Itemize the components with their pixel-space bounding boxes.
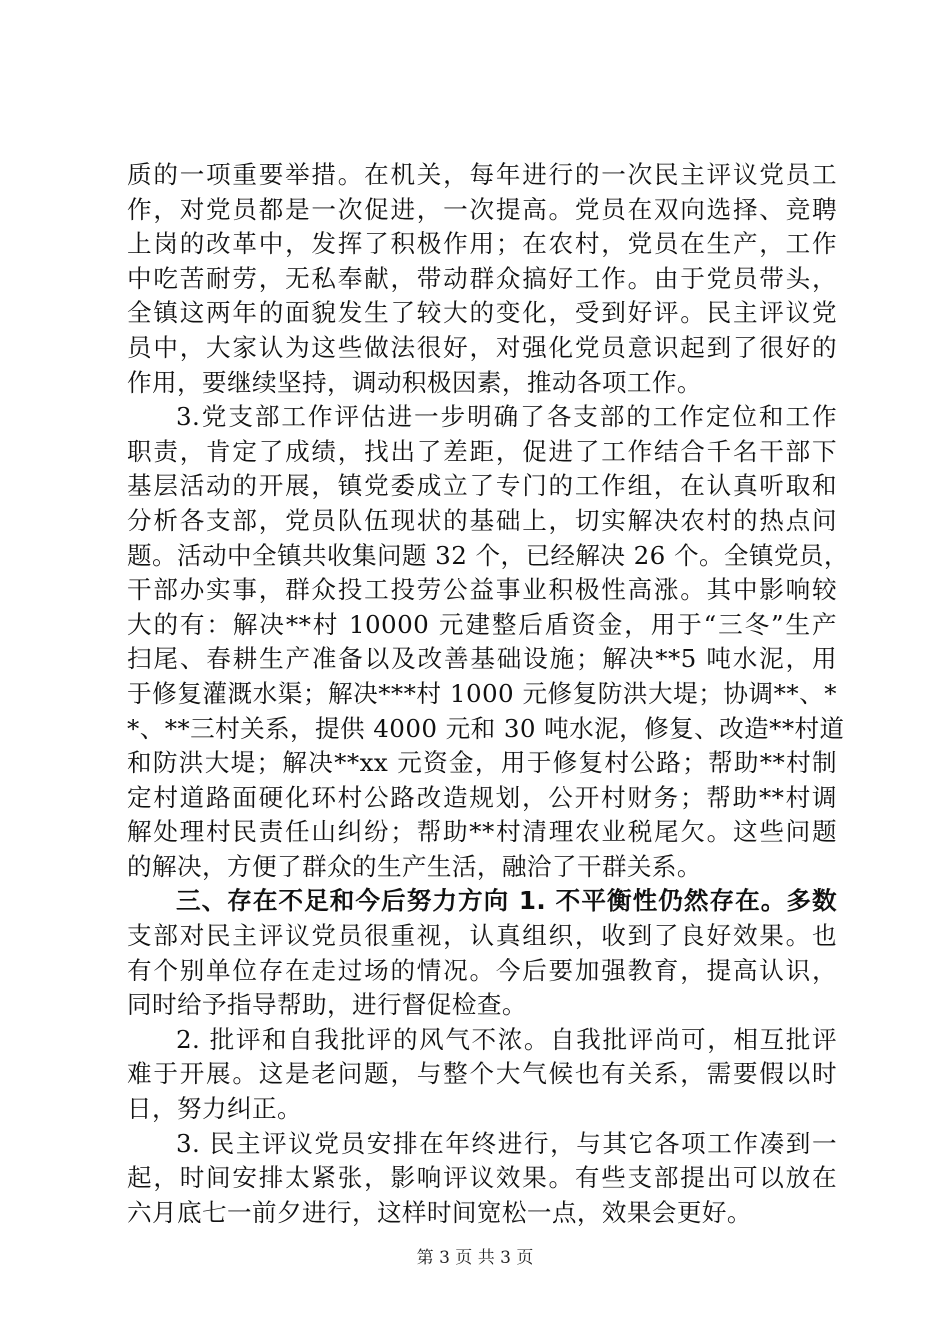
page-number-footer: 第 3 页 共 3 页	[416, 1248, 534, 1268]
text-line: 解处理村民责任山纠纷；帮助**村清理农业税尾欠。这些问题	[127, 817, 837, 847]
text-line: 日，努力纠正。	[127, 1094, 302, 1124]
text-line: 大的有：解决**村 10000 元建整后盾资金，用于“三冬”生产	[127, 609, 837, 639]
text-line: 3. 民主评议党员安排在年终进行，与其它各项工作凑到一	[176, 1128, 837, 1158]
text-line: 题。活动中全镇共收集问题 32 个，已经解决 26 个。全镇党员，	[127, 540, 849, 570]
text-line: 上岗的改革中，发挥了积极作用；在农村，党员在生产，工作	[127, 229, 837, 259]
text-line: 扫尾、春耕生产准备以及改善基础设施；解决**5 吨水泥，用	[127, 644, 837, 674]
text-line: 难于开展。这是老问题，与整个大气候也有关系，需要假以时	[127, 1059, 837, 1089]
text-line: 干部办实事，群众投工投劳公益事业积极性高涨。其中影响较	[127, 575, 837, 605]
text-line: 分析各支部，党员队伍现状的基础上，切实解决农村的热点问	[127, 505, 837, 535]
text-line: 起，时间安排太紧张，影响评议效果。有些支部提出可以放在	[127, 1163, 837, 1193]
text-line: 定村道路面硬化环村公路改造规划，公开村财务；帮助**村调	[127, 782, 837, 812]
text-line: 有个别单位存在走过场的情况。今后要加强教育，提高认识，	[127, 955, 837, 985]
text-line: 全镇这两年的面貌发生了较大的变化，受到好评。民主评议党	[127, 298, 837, 328]
text-line: 于修复灌溉水渠；解决***村 1000 元修复防洪大堤；协调**、*	[127, 678, 837, 708]
text-line: 作，对党员都是一次促进，一次提高。党员在双向选择、竞聘	[127, 194, 837, 224]
text-line: 员中，大家认为这些做法很好，对强化党员意识起到了很好的	[127, 332, 837, 362]
text-line: 质的一项重要举措。在机关，每年进行的一次民主评议党员工	[127, 160, 837, 189]
text-line: 和防洪大堤；解决**xx 元资金，用于修复村公路；帮助**村制	[127, 748, 837, 778]
body-text	[127, 158, 849, 1230]
text-line: 基层活动的开展，镇党委成立了专门的工作组，在认真听取和	[127, 471, 837, 501]
text-line: 作用，要继续坚持，调动积极因素，推动各项工作。	[127, 367, 702, 397]
text-line: 同时给予指导帮助，进行督促检查。	[127, 990, 527, 1020]
text-line: 中吃苦耐劳，无私奉献，带动群众搞好工作。由于党员带头，	[127, 263, 837, 293]
text-line: 3.党支部工作评估进一步明确了各支部的工作定位和工作	[176, 402, 837, 432]
text-line: *、**三村关系，提供 4000 元和 30 吨水泥，修复、改造**村道	[127, 713, 845, 743]
text-line: 支部对民主评议党员很重视，认真组织，收到了良好效果。也	[127, 921, 837, 951]
text-line: 职责，肯定了成绩，找出了差距，促进了工作结合千名干部下	[127, 436, 837, 466]
text-line: 2. 批评和自我批评的风气不浓。自我批评尚可，相互批评	[176, 1024, 837, 1054]
text-line: 六月底七一前夕进行，这样时间宽松一点，效果会更好。	[127, 1197, 752, 1227]
text-line: 的解决，方便了群众的生产生活，融洽了干群关系。	[127, 851, 702, 881]
section-heading-line: 三、存在不足和今后努力方向 1. 不平衡性仍然存在。多数	[176, 886, 837, 916]
